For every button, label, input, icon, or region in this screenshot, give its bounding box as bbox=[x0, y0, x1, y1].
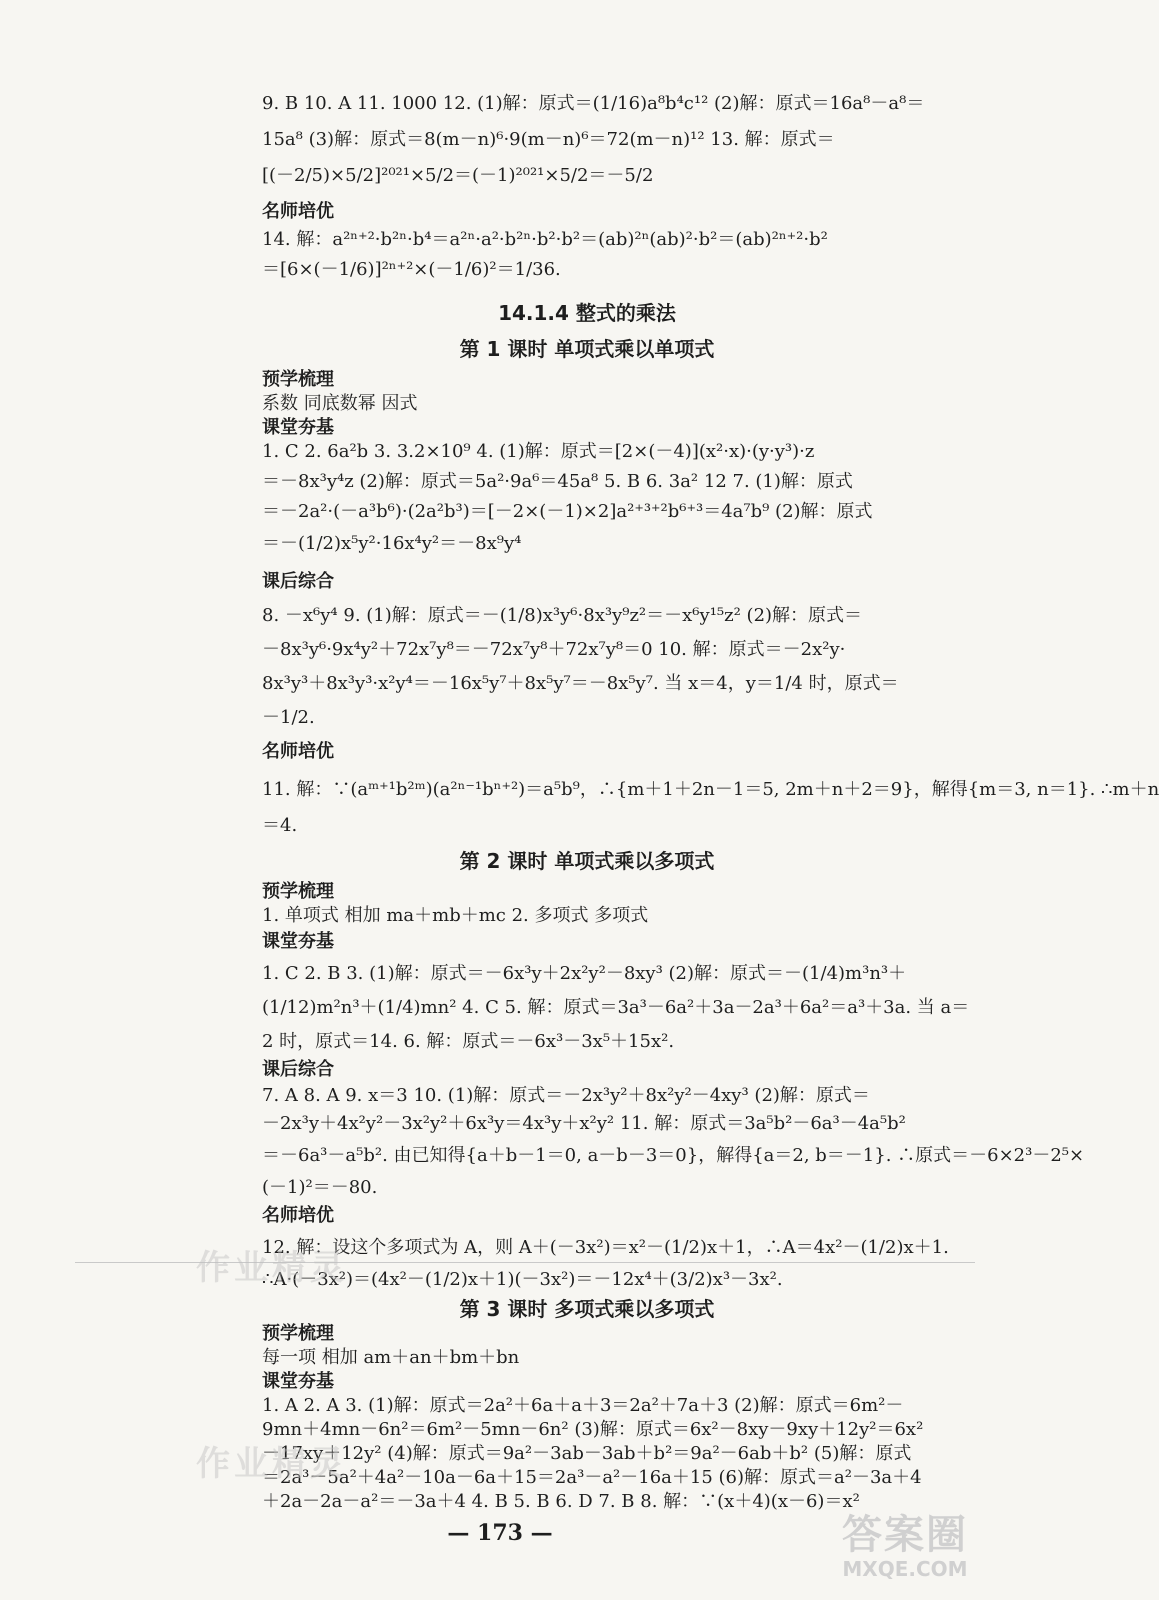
answer-line: ＝－8x³y⁴z (2)解：原式＝5a²·9a⁶＝45a⁸ 5. B 6. 3a² 12 7. (1)解：原式 bbox=[262, 471, 853, 492]
lesson-title: 第 2 课时 单项式乘以多项式 bbox=[459, 849, 715, 873]
lesson-title: 第 3 课时 多项式乘以多项式 bbox=[459, 1297, 715, 1321]
answer-line: 1. C 2. 6a²b 3. 3.2×10⁹ 4. (1)解：原式＝[2×(－4)](x²·x)·(y·y³)·z bbox=[262, 441, 815, 462]
answer-line: ＝－6a³－a⁵b². 由已知得{a＋b－1＝0, a－b－3＝0}，解得{a＝2, b＝－1}. ∴原式＝－6×2³－2⁵× bbox=[262, 1145, 1085, 1166]
answer-line: (1/12)m²n³＋(1/4)mn² 4. C 5. 解：原式＝3a³－6a²＋3a－2a³＋6a²＝a³＋3a. 当 a＝ bbox=[262, 997, 970, 1018]
page-number: — 173 — bbox=[447, 1520, 553, 1546]
answer-line: －2x³y＋4x²y²－3x²y²＋6x³y＝4x³y＋x²y² 11. 解：原式＝3a⁵b²－6a³－4a⁵b² bbox=[262, 1113, 906, 1134]
answer-line: ∴A·(－3x²)＝(4x²－(1/2)x＋1)(－3x²)＝－12x⁴＋(3/2)x³－3x². bbox=[262, 1269, 783, 1290]
logo-text: 答案圈 bbox=[842, 1512, 968, 1558]
answer-line: 系数 同底数幂 因式 bbox=[262, 393, 418, 414]
answer-line: [(－2/5)×5/2]²⁰²¹×5/2＝(－1)²⁰²¹×5/2＝－5/2 bbox=[262, 165, 654, 186]
section-heading: 名师培优 bbox=[262, 1205, 334, 1226]
section-heading: 预学梳理 bbox=[262, 1323, 334, 1344]
answer-line: 9. B 10. A 11. 1000 12. (1)解：原式＝(1/16)a⁸b⁴c¹² (2)解：原式＝16a⁸－a⁸＝ bbox=[262, 93, 925, 114]
logo-url: MXQE.COM bbox=[842, 1557, 968, 1581]
section-heading: 课后综合 bbox=[262, 571, 334, 592]
section-heading: 预学梳理 bbox=[262, 881, 334, 902]
section-heading: 课堂夯基 bbox=[262, 931, 334, 952]
answer-line: ＝4. bbox=[262, 815, 298, 836]
answer-line: 每一项 相加 am＋an＋bm＋bn bbox=[262, 1347, 520, 1368]
answer-line: 1. 单项式 相加 ma＋mb＋mc 2. 多项式 多项式 bbox=[262, 905, 649, 926]
answer-line: 1. C 2. B 3. (1)解：原式＝－6x³y＋2x²y²－8xy³ (2)解：原式＝－(1/4)m³n³＋ bbox=[262, 963, 907, 984]
answer-line: 12. 解：设这个多项式为 A，则 A＋(－3x²)＝x²－(1/2)x＋1，∴A＝4x²－(1/2)x＋1. bbox=[262, 1237, 949, 1258]
answer-line: 8. －x⁶y⁴ 9. (1)解：原式＝－(1/8)x³y⁶·8x³y⁹z²＝－x⁶y¹⁵z² (2)解：原式＝ bbox=[262, 605, 863, 626]
section-heading: 课后综合 bbox=[262, 1059, 334, 1080]
answer-line: 8x³y³＋8x³y³·x²y⁴＝－16x⁵y⁷＋8x⁵y⁷＝－8x⁵y⁷. 当 x＝4，y＝1/4 时，原式＝ bbox=[262, 673, 899, 694]
answer-line: ＝－2a²·(－a³b⁶)·(2a²b³)＝[－2×(－1)×2]a²⁺³⁺²b⁶⁺³＝4a⁷b⁹ (2)解：原式 bbox=[262, 501, 873, 522]
section-heading: 课堂夯基 bbox=[262, 1371, 334, 1392]
site-logo bbox=[830, 1512, 980, 1580]
section-heading: 预学梳理 bbox=[262, 369, 334, 390]
section-heading: 名师培优 bbox=[262, 201, 334, 222]
answer-line: －8x³y⁶·9x⁴y²＋72x⁷y⁸＝－72x⁷y⁸＋72x⁷y⁸＝0 10. 解：原式＝－2x²y· bbox=[262, 639, 846, 660]
answer-line: －17xy＋12y² (4)解：原式＝9a²－3ab－3ab＋b²＝9a²－6ab＋b² (5)解：原式 bbox=[262, 1443, 912, 1464]
watermark: 作业精灵 bbox=[196, 1248, 348, 1288]
answer-line: ＝[6×(－1/6)]²ⁿ⁺²×(－1/6)²＝1/36. bbox=[262, 259, 561, 280]
section-heading: 名师培优 bbox=[262, 741, 334, 762]
answer-line: ＝－(1/2)x⁵y²·16x⁴y²＝－8x⁹y⁴ bbox=[262, 533, 522, 554]
answer-line: ＋2a－2a－a²＝－3a＋4 4. B 5. B 6. D 7. B 8. 解：∵(x＋4)(x－6)＝x² bbox=[262, 1491, 860, 1512]
answer-line: 9mn＋4mn－6n²＝6m²－5mn－6n² (3)解：原式＝6x²－8xy－9xy＋12y²＝6x² bbox=[262, 1419, 924, 1440]
section-heading: 课堂夯基 bbox=[262, 417, 334, 438]
section-title: 14.1.4 整式的乘法 bbox=[498, 301, 676, 325]
answer-line: 7. A 8. A 9. x＝3 10. (1)解：原式＝－2x³y²＋8x²y²－4xy³ (2)解：原式＝ bbox=[262, 1085, 870, 1106]
answer-line: 15a⁸ (3)解：原式＝8(m－n)⁶·9(m－n)⁶＝72(m－n)¹² 13. 解：原式＝ bbox=[262, 129, 835, 150]
lesson-title: 第 1 课时 单项式乘以单项式 bbox=[459, 337, 715, 361]
answer-line: －1/2. bbox=[262, 707, 315, 728]
answer-line: 1. A 2. A 3. (1)解：原式＝2a²＋6a＋a＋3＝2a²＋7a＋3 (2)解：原式＝6m²－ bbox=[262, 1395, 904, 1416]
watermark: 作业精灵 bbox=[196, 1444, 348, 1484]
answer-line: ＝2a³－5a²＋4a²－10a－6a＋15＝2a³－a²－16a＋15 (6)解：原式＝a²－3a＋4 bbox=[262, 1467, 922, 1488]
answer-line: 14. 解：a²ⁿ⁺²·b²ⁿ·b⁴＝a²ⁿ·a²·b²ⁿ·b²·b²＝(ab)²ⁿ(ab)²·b²＝(ab)²ⁿ⁺²·b² bbox=[262, 229, 828, 250]
answer-line: (－1)²＝－80. bbox=[262, 1177, 378, 1198]
answer-line: 11. 解：∵(aᵐ⁺¹b²ᵐ)(a²ⁿ⁻¹bⁿ⁺²)＝a⁵b⁹，∴{m＋1＋2n－1＝5, 2m＋n＋2＝9}，解得{m＝3, n＝1}. ∴m＋n bbox=[262, 779, 1159, 800]
answer-line: 2 时，原式＝14. 6. 解：原式＝－6x³－3x⁵＋15x². bbox=[262, 1031, 675, 1052]
